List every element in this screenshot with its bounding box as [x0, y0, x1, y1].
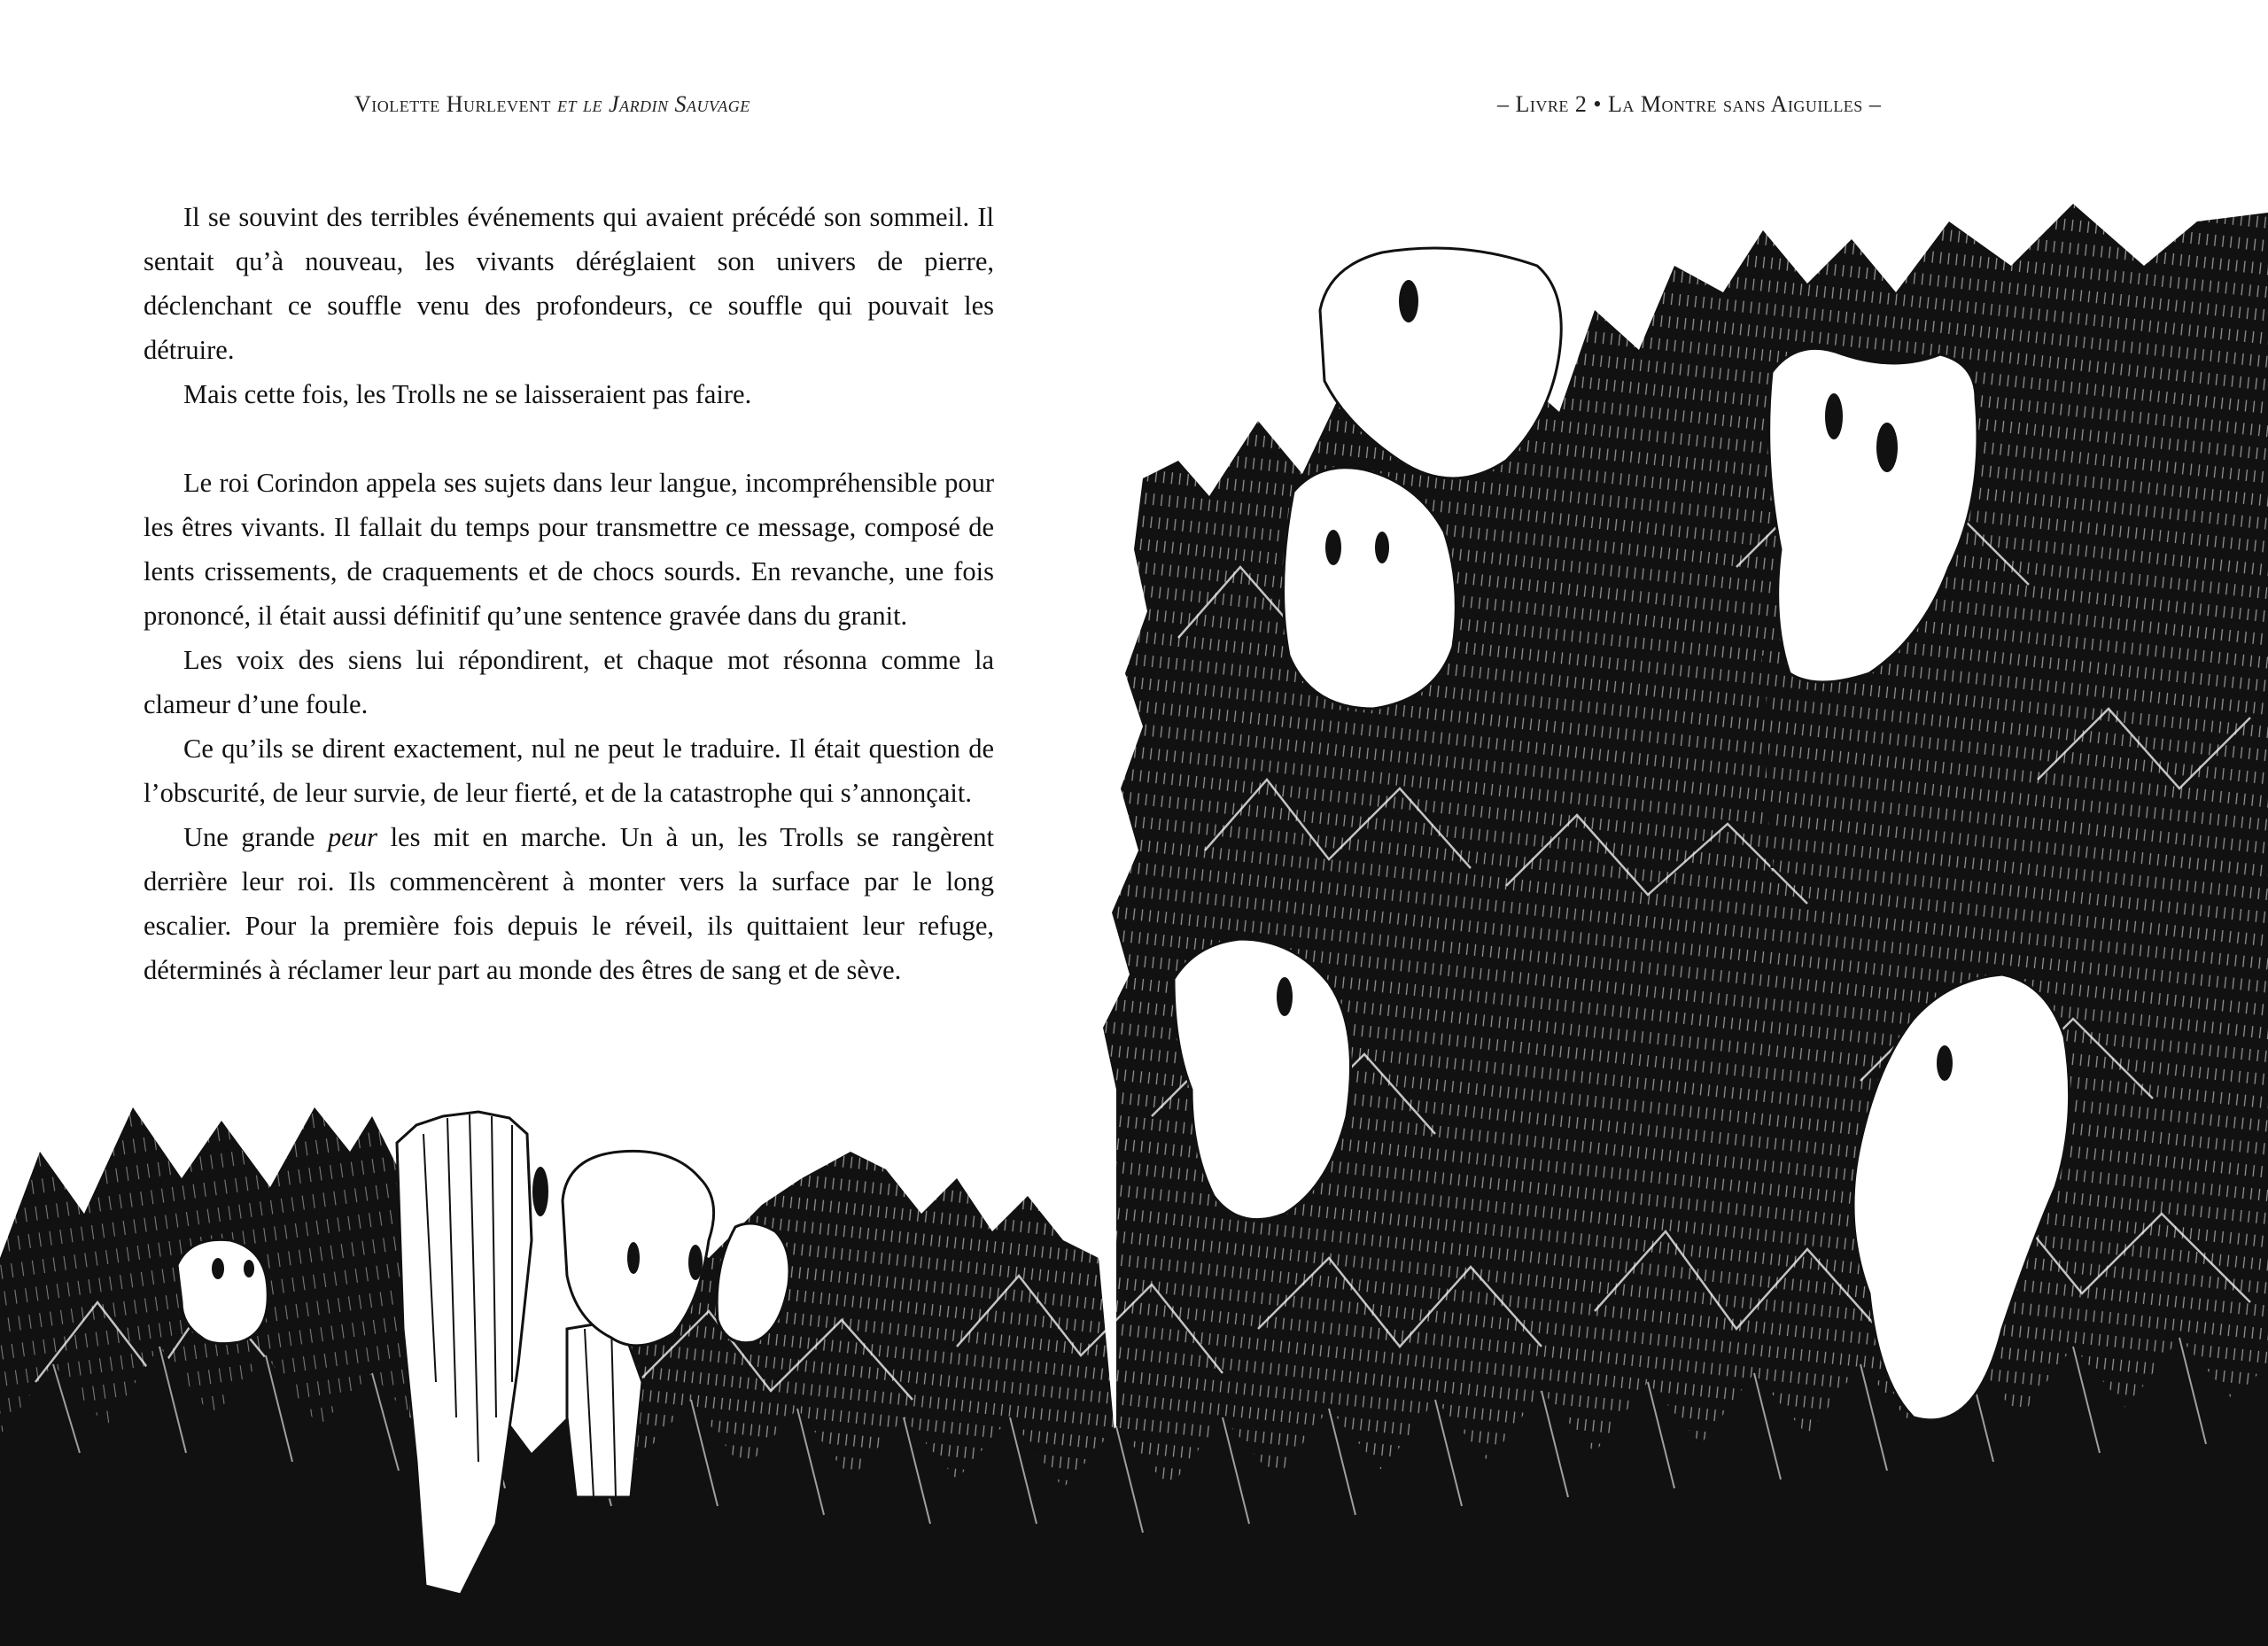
paragraph: Le roi Corindon appela ses sujets dans leur langue, incompréhensible pour les êtres vivants. Il fallait du temps pour transmettre ce message, composé de lents crissements, de craquements et de chocs sourds. En revanche, une fois prononcé, il était aussi définitif qu’une sentence gravée dans du granit.	[144, 468, 994, 631]
paragraph: Les voix des siens lui répondirent, et chaque mot résonna comme la clameur d’une foule.	[144, 645, 994, 719]
book-title-connector: et le	[557, 91, 603, 117]
paragraph-last: Une grande peur les mit en marche. Un à un, les Trolls se rangèrent derrière leur roi. Ils commencèrent à monter vers la surface par le long escalier. Pour la première fois depuis le réveil, ils quittaient leur refuge, déterminés à réclamer leur part au monde des êtres de sang et de sève.	[144, 822, 994, 985]
paragraph: Ce qu’ils se dirent exactement, nul ne peut le traduire. Il était question de l’obscurité, de leur survie, de leur fierté, et de la catastrophe qui s’annonçait.	[144, 734, 994, 808]
book-subtitle: Jardin Sauvage	[609, 91, 750, 117]
emphasis-word: peur	[328, 822, 377, 852]
paragraph: Mais cette fois, les Trolls ne se laisseraient pas faire.	[183, 379, 752, 409]
paragraph: Il se souvint des terribles événements qui avaient précédé son sommeil. Il sentait qu’à nouveau, les vivants déréglaient son univers de pierre, déclenchant ce souffle venu des profondeurs, ce souffle qui pouvait les détruire.	[144, 202, 994, 365]
running-head-right: – Livre 2 • La Montre sans Aiguilles –	[1497, 91, 1882, 117]
book-title: Violette Hurlevent	[354, 91, 552, 117]
